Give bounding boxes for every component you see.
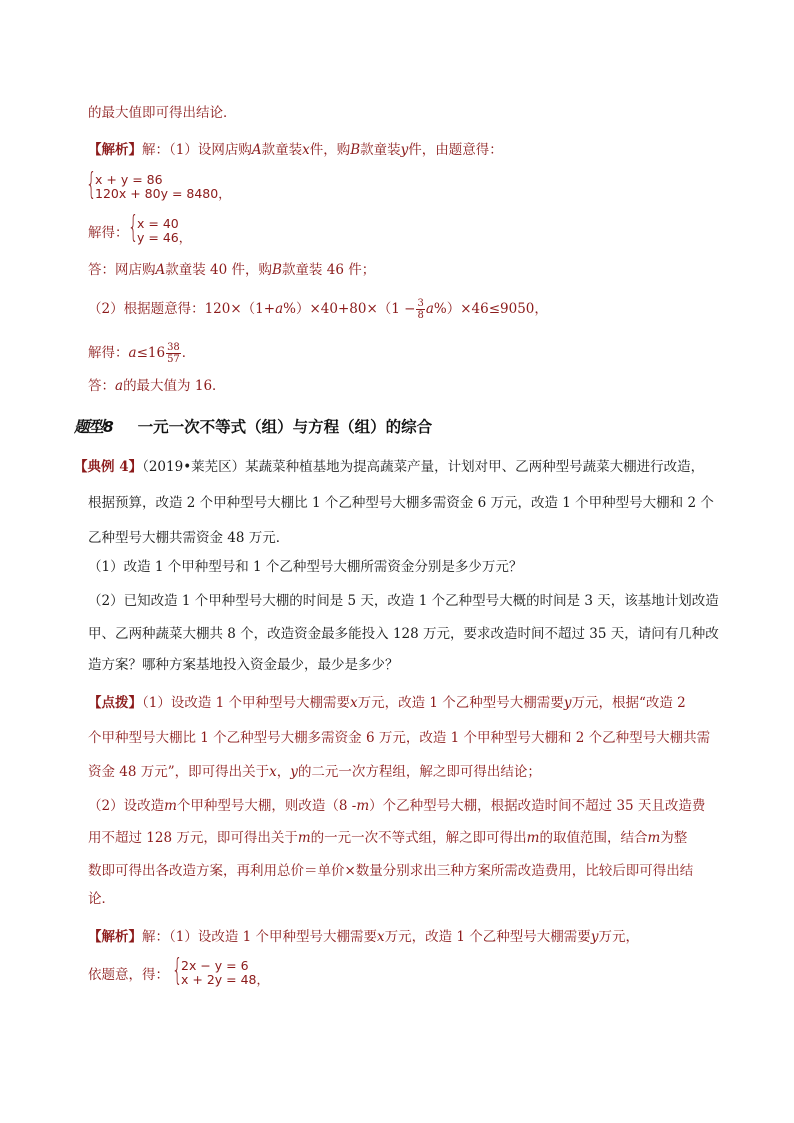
var: a: [275, 301, 284, 317]
text: 万元，: [598, 929, 639, 945]
equation: 120x + 80y = 8480，: [95, 186, 231, 201]
var: B: [272, 262, 282, 278]
var: m: [526, 830, 540, 846]
fraction: [416, 298, 424, 321]
var: m: [164, 798, 177, 814]
text: 的一元一次不等式组，解之即可得出: [310, 830, 527, 846]
text: 的二元一次方程组，解之即可得出结论；: [297, 764, 541, 780]
var: A: [155, 262, 166, 278]
var: y: [400, 142, 409, 158]
text: 款童装: [261, 142, 303, 158]
var: y: [590, 929, 599, 945]
section-heading: [74, 415, 432, 437]
text: 解得：: [88, 345, 129, 361]
text: （2）根据题意得：120×（1+: [88, 301, 276, 317]
var: B: [350, 142, 361, 158]
text: 解：（1）设改造 1 个甲种型号大棚需要: [142, 929, 378, 945]
text: 为整: [660, 830, 688, 846]
brace-icon: {: [128, 210, 139, 245]
hint-tag: 【点拨】: [88, 695, 142, 711]
text-line: [88, 763, 541, 781]
text: 万元，改造 1 个乙种型号大棚需要: [384, 929, 591, 945]
var: a: [128, 345, 137, 361]
text-line: [88, 797, 705, 815]
text: 的最大值即可得出结论．: [88, 105, 237, 121]
text: 款童装: [360, 142, 401, 158]
text: 解得：: [88, 225, 129, 241]
text-line: [88, 829, 687, 847]
text-line: 乙种型号大棚共需资金 48 万元．: [88, 530, 290, 546]
numerator: 38: [167, 342, 180, 353]
text: 资金 48 万元”，即可得出关于: [88, 764, 270, 780]
text-line: [88, 694, 686, 712]
text-line: 论．: [88, 891, 115, 907]
text-line: [88, 928, 639, 946]
var: x: [269, 764, 277, 780]
text-line: [88, 377, 226, 395]
var: x: [302, 142, 310, 158]
text: ．: [181, 345, 196, 361]
text: 件，购: [309, 142, 351, 158]
text: 解：（1）设网店购: [142, 142, 252, 158]
text: ）个乙种型号大棚，根据改造时间不超过 35 天且改造费: [369, 798, 706, 814]
var: m: [297, 830, 311, 846]
var: a: [425, 301, 434, 317]
question-2: （2）已知改造 1 个甲种型号大棚的时间是 5 天，改造 1 个乙种型号大概的时间是 3 天，该基地计划改造: [88, 593, 719, 609]
text: 款童装 46 件；: [281, 262, 376, 278]
text-line: [88, 342, 195, 365]
text-line: [88, 298, 548, 321]
numerator: 3: [417, 298, 424, 309]
equation: x + y = 86: [95, 172, 163, 187]
text: 个甲种型号大棚，则改造（8 -: [176, 798, 357, 814]
var: a: [115, 378, 124, 394]
text: 答：: [88, 378, 115, 394]
text-line: 个甲种型号大棚比 1 个乙种型号大棚多需资金 6 万元，改造 1 个甲种型号大棚和 2 个乙种型号大棚共需: [88, 730, 711, 746]
equation: x + 2y = 48，: [181, 972, 269, 987]
text: ，: [276, 764, 291, 780]
var: m: [356, 798, 370, 814]
text: 万元，改造 1 个乙种型号大棚需要: [357, 695, 564, 711]
text-line: 根据预算，改造 2 个甲种型号大棚比 1 个乙种型号大棚多需资金 6 万元，改造 1 个甲种型号大棚和 2 个: [88, 495, 714, 511]
text-line: 造方案？哪种方案基地投入资金最少，最少是多少？: [88, 657, 399, 673]
analysis-tag: 【解析】: [88, 142, 142, 158]
text: 用不超过 128 万元，即可得出关于: [88, 830, 298, 846]
text: 万元，根据“改造 2: [571, 695, 686, 711]
text: （1）设改造 1 个甲种型号大棚需要: [142, 695, 351, 711]
text: 件，由题意得：: [408, 142, 503, 158]
var: y: [290, 764, 298, 780]
equation: y = 46，: [137, 230, 192, 245]
var: A: [251, 142, 262, 158]
text: 的最大值为 16．: [123, 378, 226, 394]
text: （2）设改造: [88, 798, 165, 814]
text-line: [88, 141, 503, 159]
section-title: 一元一次不等式（组）与方程（组）的综合: [137, 418, 433, 436]
question-1: （1）改造 1 个甲种型号和 1 个乙种型号大棚所需资金分别是多少万元？: [88, 559, 523, 575]
text: 的取值范围，结合: [539, 830, 648, 846]
text: 依题意，得：: [88, 967, 169, 983]
text: 答：网店购: [88, 262, 156, 278]
fraction: [166, 342, 181, 365]
example-tag: 【典例 4】: [74, 459, 143, 475]
equation: 2x − y = 6: [181, 958, 249, 973]
text: %）×40+80×（1 −: [283, 301, 416, 317]
var: x: [377, 929, 385, 945]
text-line: 数即可得出各改造方案，再利用总价＝单价×数量分别求出三种方案所需改造费用，比较后即可得出结: [88, 863, 694, 879]
equation: x = 40: [137, 216, 179, 231]
text-line: [88, 261, 375, 279]
var: m: [647, 830, 661, 846]
denominator: 8: [417, 310, 424, 321]
var: x: [350, 695, 358, 711]
text: （2019•莱芜区）某蔬菜种植基地为提高蔬菜产量，计划对甲、乙两种型号蔬菜大棚进行改造，: [142, 459, 705, 475]
text-line: [74, 458, 704, 476]
text: 款童装 40 件，购: [165, 262, 273, 278]
text-line: 甲、乙两种蔬菜大棚共 8 个，改造资金最多能投入 128 万元，要求改造时间不超过 35 天，请问有几种改: [88, 626, 719, 642]
text: ≤16: [136, 345, 166, 361]
brace-icon: {: [86, 167, 97, 202]
var: y: [563, 695, 572, 711]
text: %）×46≤9050，: [433, 301, 548, 317]
denominator: 57: [167, 354, 180, 365]
text-line: [88, 104, 237, 122]
analysis-tag: 【解析】: [88, 929, 142, 945]
section-tag: 题型8: [74, 418, 113, 436]
brace-icon: {: [172, 953, 183, 988]
